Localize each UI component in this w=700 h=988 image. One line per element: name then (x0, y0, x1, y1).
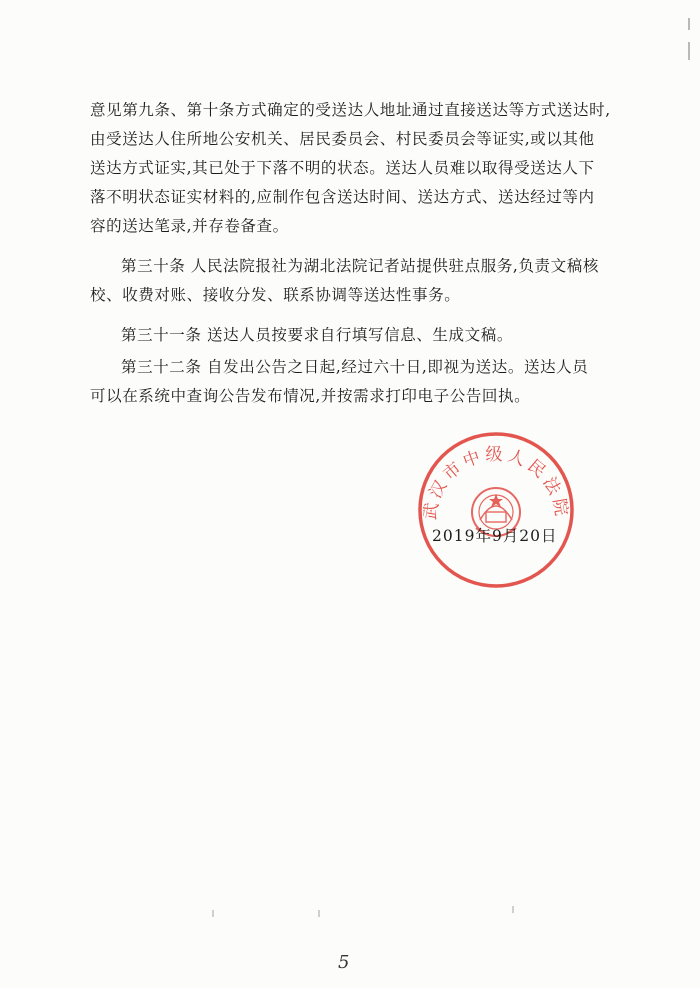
scan-speck (212, 910, 214, 917)
scan-edge-mark (688, 42, 690, 60)
document-date: 2019年9月20日 (432, 527, 558, 545)
scan-edge-mark (688, 18, 690, 30)
text-line: 落不明状态证实材料的,应制作包含送达时间、送达方式、送达经过等内 (90, 188, 595, 206)
article-31-line: 第三十一条 送达人员按要求自行填写信息、生成文稿。 (121, 326, 513, 344)
court-seal (414, 428, 578, 592)
article-30-line: 校、收费对账、接收分发、联系协调等送达性事务。 (90, 286, 461, 304)
text-line: 送达方式证实,其已处于下落不明的状态。送达人员难以取得受送达人下 (90, 159, 595, 177)
article-32-line: 可以在系统中查询公告发布情况,并按需求打印电子公告回执。 (90, 387, 531, 405)
seal-ring-text: 武汉市中级人民法院 (420, 445, 572, 522)
scan-speck (512, 906, 514, 913)
page-number: 5 (338, 952, 350, 973)
article-32-line: 第三十二条 自发出公告之日起,经过六十日,即视为送达。送达人员 (121, 358, 589, 376)
article-30-line: 第三十条 人民法院报社为湖北法院记者站提供驻点服务,负责文稿核 (121, 257, 599, 275)
scan-speck (318, 910, 320, 917)
document-body (90, 96, 638, 411)
text-line: 容的送达笔录,并存卷备查。 (90, 217, 289, 235)
text-line: 由受送达人住所地公安机关、居民委员会、村民委员会等证实,或以其他 (90, 130, 595, 148)
text-line: 意见第九条、第十条方式确定的受送达人地址通过直接送达等方式送达时, (90, 101, 611, 119)
